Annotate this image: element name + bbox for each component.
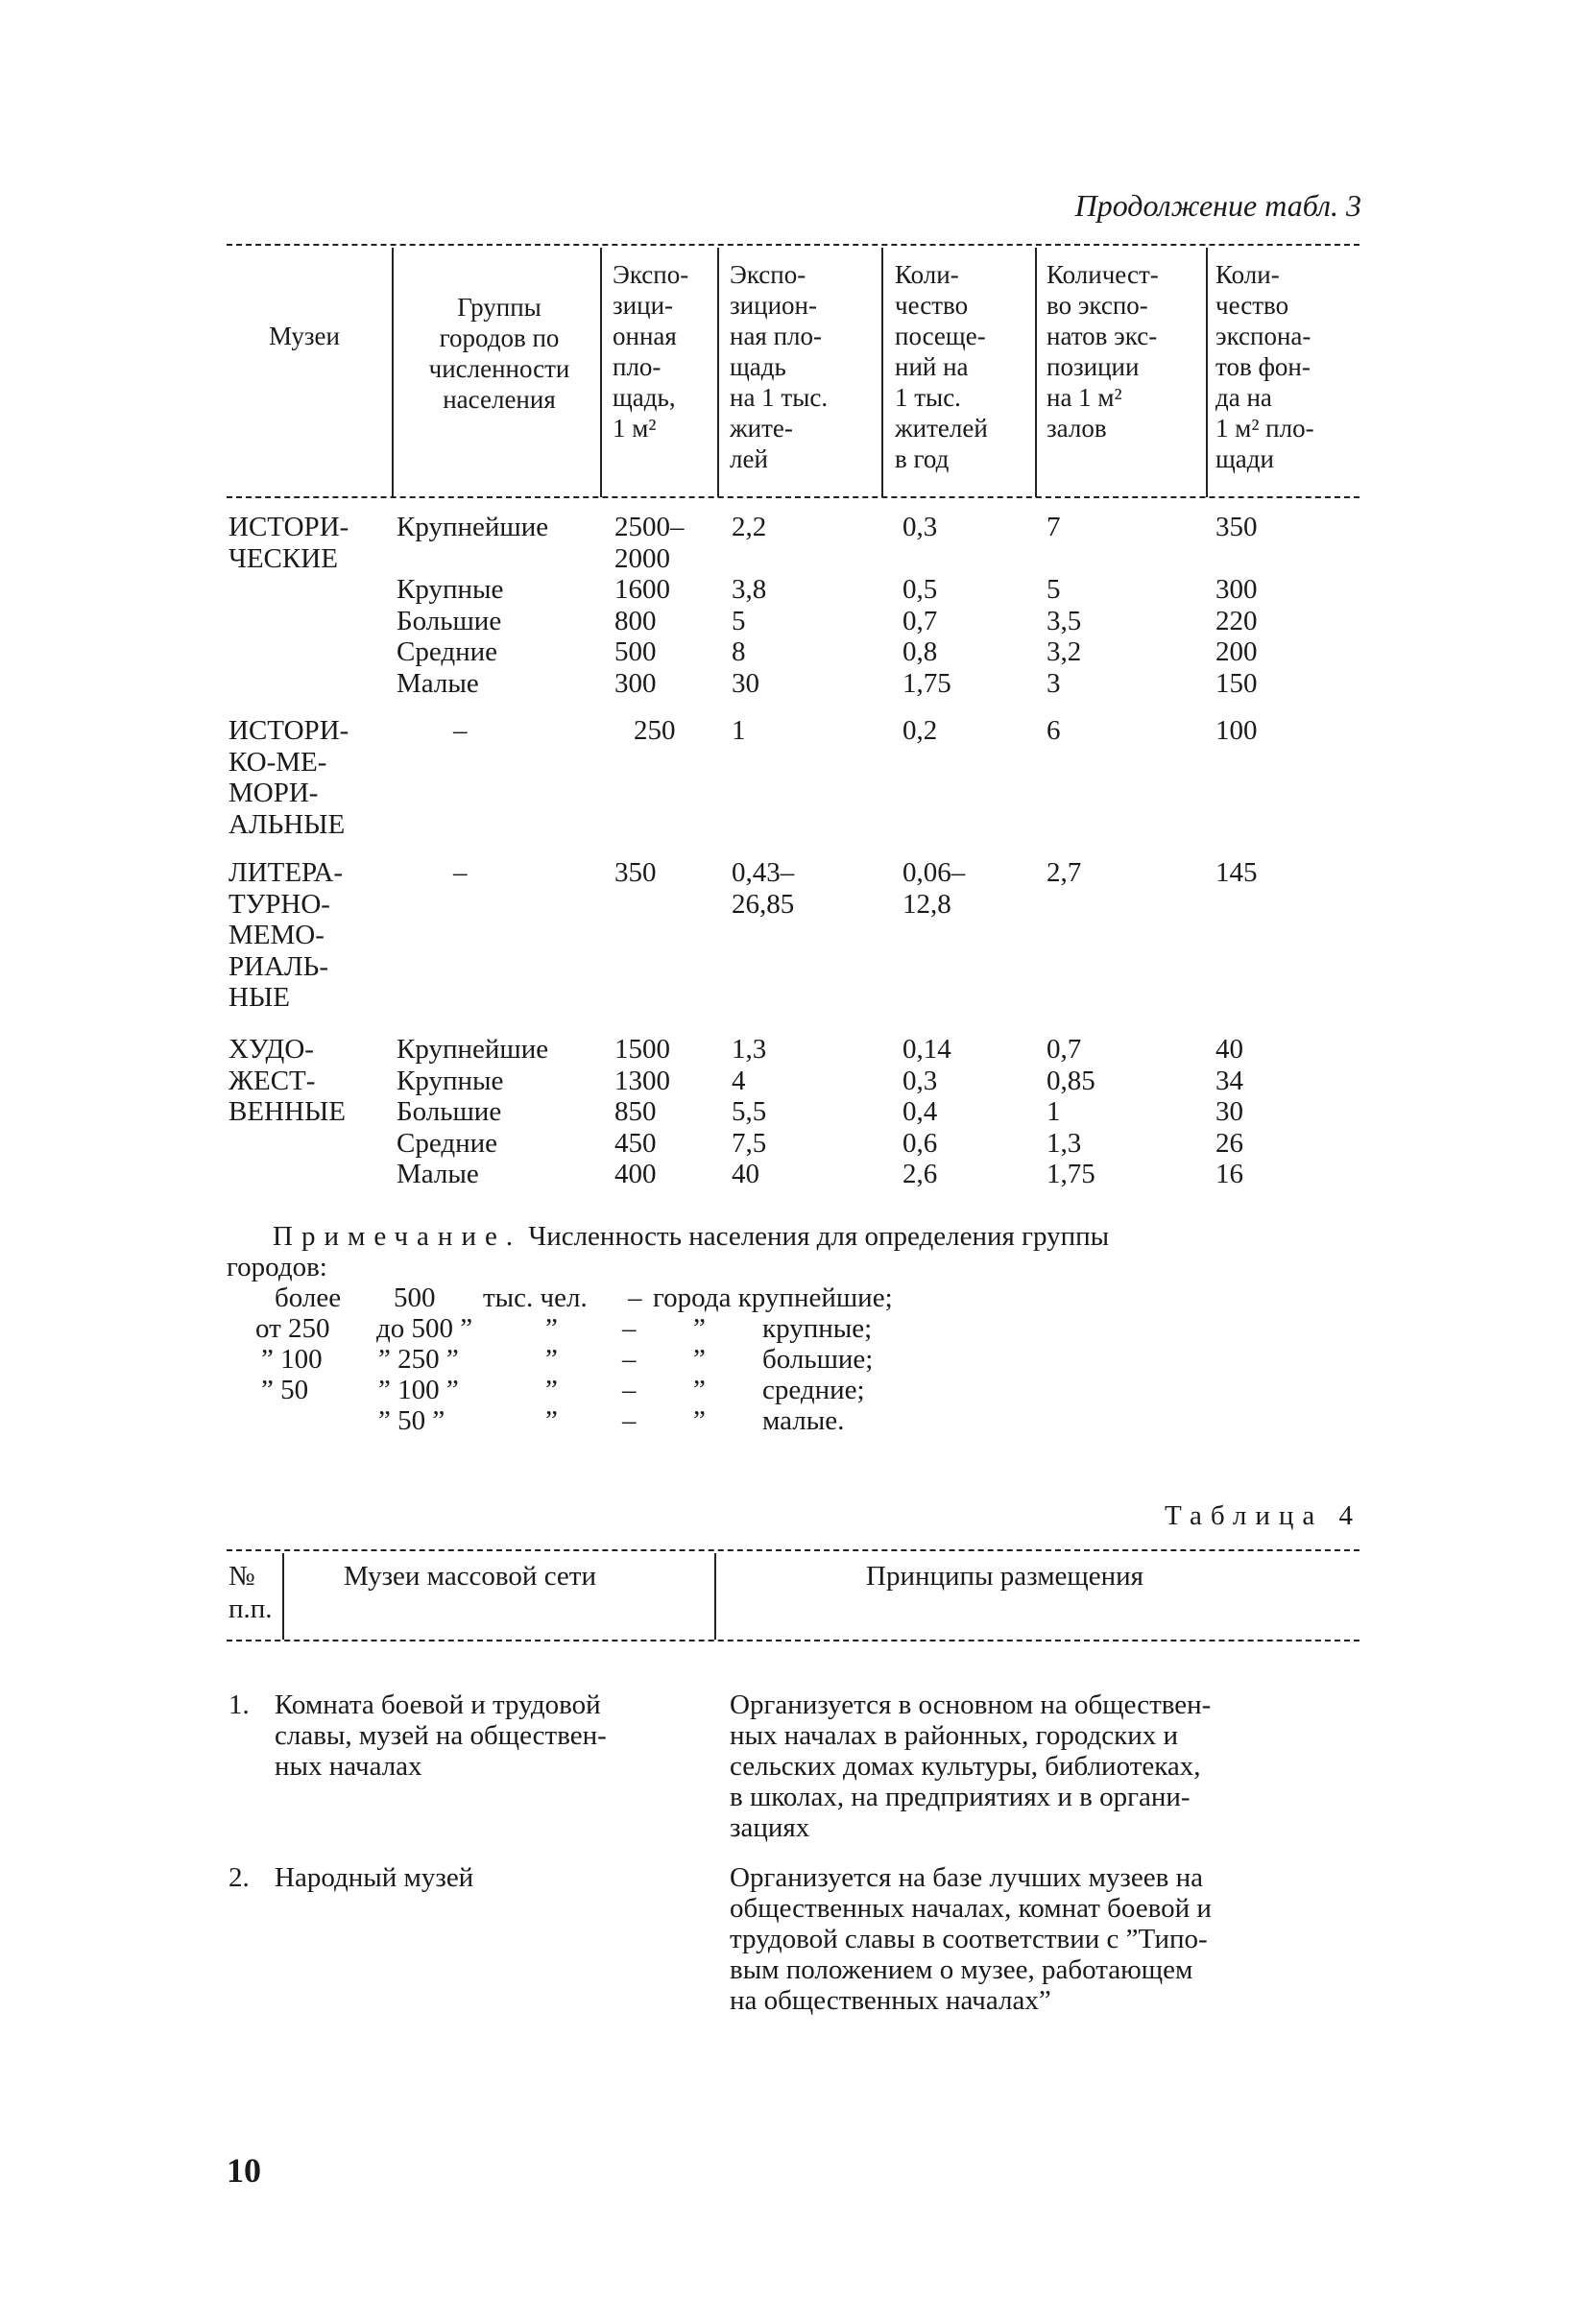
exhibits-fund: 40 34 30 26 16 [1215, 1034, 1243, 1189]
museum-type: ИСТОРИ- ЧЕСКИЕ [229, 512, 349, 574]
col-divider [1035, 248, 1037, 497]
exhibition-area: 2500– 2000 1600 800 500 300 [614, 512, 685, 699]
area-per-1000: 1,3 4 5,5 7,5 40 [732, 1034, 767, 1189]
header-museums: Музеи [269, 322, 340, 350]
area-per-1000: 2,2 3,8 5 8 30 [732, 512, 767, 699]
col-divider [600, 248, 602, 497]
col-divider [282, 1553, 284, 1640]
table-3-header-rule [227, 496, 1359, 498]
visits-per-1000: 0,14 0,3 0,4 0,6 2,6 [902, 1034, 951, 1189]
row-principle: Организуется в основном на обществен- ных началах в районных, городских и сельских домах культуры, библиотеках, в школах, на предприятиях и в органи- зациях [730, 1689, 1212, 1843]
note-text: Численность населения для определения группы [528, 1221, 1110, 1252]
row-museum: Народный музей [275, 1862, 474, 1893]
visits-per-1000: 0,06– 12,8 [902, 857, 966, 920]
header-mass-museums: Музеи массовой сети [344, 1561, 596, 1592]
museum-type: ЛИТЕРА- ТУРНО- МЕМО- РИАЛЬ- НЫЕ [229, 857, 344, 1013]
exhibits-expo: 0,7 0,85 1 1,3 1,75 [1047, 1034, 1095, 1189]
exhibition-area: 350 [614, 857, 657, 888]
col-divider [881, 248, 883, 497]
exhibition-area: 250 [634, 715, 676, 746]
city-groups: – [453, 857, 468, 888]
header-exhibits-fund: Коли- чество экспона- тов фон- да на 1 м² пло- щади [1215, 260, 1314, 473]
header-exhibition-area: Экспо- зици- онная пло- щадь, 1 м² [613, 260, 689, 443]
exhibition-area: 1500 1300 850 450 400 [614, 1034, 670, 1189]
table-4-top-rule [227, 1549, 1359, 1551]
table-4-header-rule [227, 1640, 1359, 1641]
area-per-1000: 1 [732, 715, 746, 746]
header-area-per-1000: Экспо- зицион- ная пло- щадь на 1 тыс. жите- лей [730, 260, 829, 473]
visits-per-1000: 0,2 [902, 715, 938, 746]
col-divider [714, 1553, 716, 1640]
exhibits-expo: 7 5 3,5 3,2 3 [1047, 512, 1082, 699]
visits-per-1000: 0,3 0,5 0,7 0,8 1,75 [902, 512, 951, 699]
page-number: 10 [227, 2151, 261, 2190]
row-principle: Организуется на базе лучших музеев на общественных началах, комнат боевой и трудовой славы в соответствии с ”Типо- вым положением о музее, работающем на общественных началах” [730, 1862, 1212, 2016]
area-per-1000: 0,43– 26,85 [732, 857, 795, 920]
exhibits-expo: 2,7 [1047, 857, 1082, 888]
header-exhibits-expo: Количест- во экспо- натов экс- позиции на 1 м² залов [1047, 260, 1159, 443]
note-text-cont: городов: [227, 1252, 327, 1282]
col-divider [1206, 248, 1208, 497]
row-number: 2. [229, 1862, 250, 1893]
city-groups: Крупнейшие Крупные Большие Средние Малые [397, 1034, 549, 1189]
header-number: № п.п. [229, 1561, 273, 1624]
museum-type: ИСТОРИ- КО-МЕ- МОРИ- АЛЬНЫЕ [229, 715, 349, 840]
exhibits-expo: 6 [1047, 715, 1061, 746]
exhibits-fund: 145 [1215, 857, 1258, 888]
header-placement-principles: Принципы размещения [866, 1561, 1143, 1592]
city-groups: – [453, 715, 468, 746]
row-museum: Комната боевой и трудовой славы, музей на обществен- ных началах [275, 1689, 607, 1782]
row-number: 1. [229, 1689, 250, 1720]
city-groups: Крупнейшие Крупные Большие Средние Малые [397, 512, 549, 699]
continuation-caption: Продолжение табл. 3 [1074, 188, 1361, 223]
museum-type: ХУДО- ЖЕСТ- ВЕННЫЕ [229, 1034, 346, 1127]
col-divider [717, 248, 719, 497]
exhibits-fund: 350 300 220 200 150 [1215, 512, 1258, 699]
note-label: Примечание. [273, 1221, 522, 1252]
header-visits: Коли- чество посеще- ний на 1 тыс. жителей в год [895, 260, 988, 473]
exhibits-fund: 100 [1215, 715, 1258, 746]
col-divider [392, 248, 394, 497]
header-city-groups: Группы городов по численности населения [428, 293, 570, 414]
table-4-caption: Таблица 4 [1164, 1500, 1361, 1531]
table-3-top-rule [227, 244, 1359, 246]
